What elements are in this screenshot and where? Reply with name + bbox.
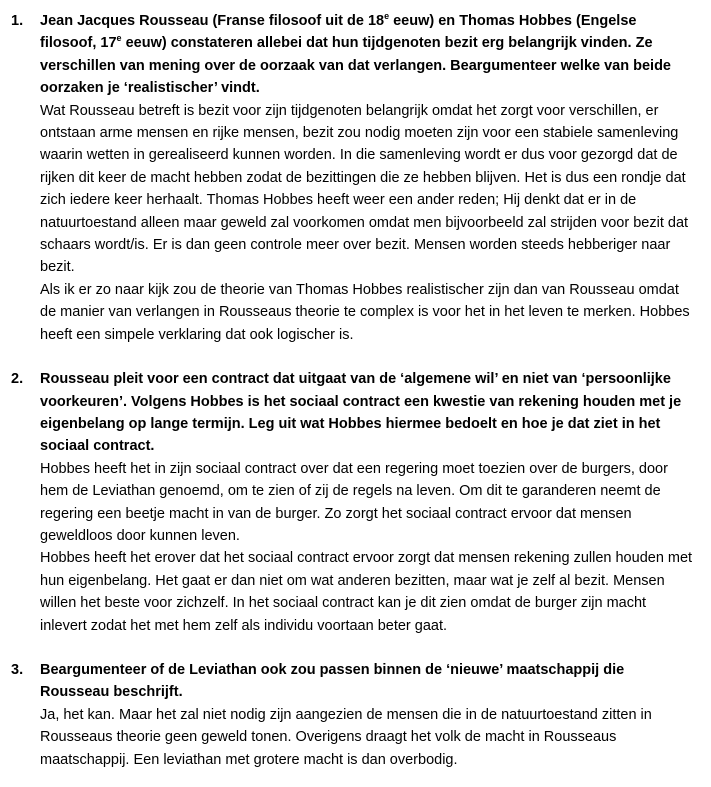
question-text-segment: Jean Jacques Rousseau (Franse filosoof uit de 18	[40, 13, 385, 29]
question-item-1	[0, 10, 711, 346]
question-text	[40, 10, 693, 100]
answer-paragraph: Ja, het kan. Maar het zal niet nodig zijn aangezien de mensen die in de natuurtoestand zitten in Rousseaus theorie geen geweld tonen. Overigens draagt het volk de macht in Rousseaus maatschappij. Een leviathan met grotere macht is dan overbodig.	[40, 706, 652, 768]
question-text: Rousseau pleit voor een contract dat uitgaat van de ‘algemene wil’ en niet van ‘persoonlijke voorkeuren’. Volgens Hobbes is het sociaal contract een kwestie van rekening houden met je eigenbelang op lange termijn. Leg uit wat Hobbes hiermee bedoelt en hoe je dat ziet in het sociaal contract.	[40, 371, 682, 455]
question-number: 2.	[11, 371, 24, 388]
question-text-segment: eeuw) en Thomas Hobbes (Engelse filosoof, 17	[40, 13, 637, 52]
superscript-e: e	[384, 11, 390, 22]
question-text: Beargumenteer of de Leviathan ook zou passen binnen de ‘nieuwe’ maatschappij die Rousseau beschrijft.	[40, 661, 625, 701]
answer-paragraph: Wat Rousseau betreft is bezit voor zijn tijdgenoten belangrijk omdat het zorgt voor verschillen, er ontstaan arme mensen en rijke mensen, bezit zou nodig moeten zijn voor een stabiele samenleving waarin wetten in gerealiseerd kunnen worden. In die samenleving wordt er dus voor gezorgd dat de rijken dit keer de macht hebben zodat de bezittingen die ze hebben blijven. Het is dus een rondje dat zich iedere keer herhaalt. Thomas Hobbes heeft weer een ander reden; Hij denkt dat er in de natuurtoestand alleen maar geweld zal voorkomen omdat men bijvoorbeeld zal strijden voor bezit dat schaars wordt/is. Er is dan geen controle meer over bezit. Mensen worden steeds hebberiger naar bezit.	[40, 102, 689, 276]
answer-paragraph: Hobbes heeft het in zijn sociaal contract over dat een regering moet toezien over de burgers, door hem de Leviathan genoemd, om te zien of zij de regels na leven. Om dit te garanderen neemt de regering een beetje macht in van de burger. Zo zorgt het sociaal contract ervoor dat mensen geweldloos door kunnen leven.	[40, 460, 668, 544]
superscript-e: e	[116, 33, 122, 44]
question-number: 1.	[11, 13, 24, 29]
question-item-2	[0, 368, 711, 637]
question-item-3	[0, 659, 711, 771]
question-number: 3.	[11, 661, 24, 678]
answer-paragraph: Hobbes heeft het erover dat het sociaal contract ervoor zorgt dat mensen rekening zullen houden met hun eigenbelang. Het gaat er dan niet om wat anderen bezitten, maar wat je zelf al bezit. Mensen willen het beste voor zichzelf. In het sociaal contract kan je dit zien omdat de burger zijn macht inlevert zodat het met hem zelf als individu voortaan beter gaat.	[40, 550, 693, 634]
question-text-segment: eeuw) constateren allebei dat hun tijdgenoten bezit erg belangrijk vinden. Ze verschillen van mening over de oorzaak van dat verlangen. Beargumenteer welke van beide oorzaken je ‘realistischer’ vindt.	[40, 35, 671, 97]
answer-paragraph: Als ik er zo naar kijk zou de theorie van Thomas Hobbes realistischer zijn dan van Rousseau omdat de manier van verlangen in Rousseaus theorie te complex is voor het in het leven te merken. Hobbes heeft een simpele verklaring dat ook logischer is.	[40, 281, 690, 343]
